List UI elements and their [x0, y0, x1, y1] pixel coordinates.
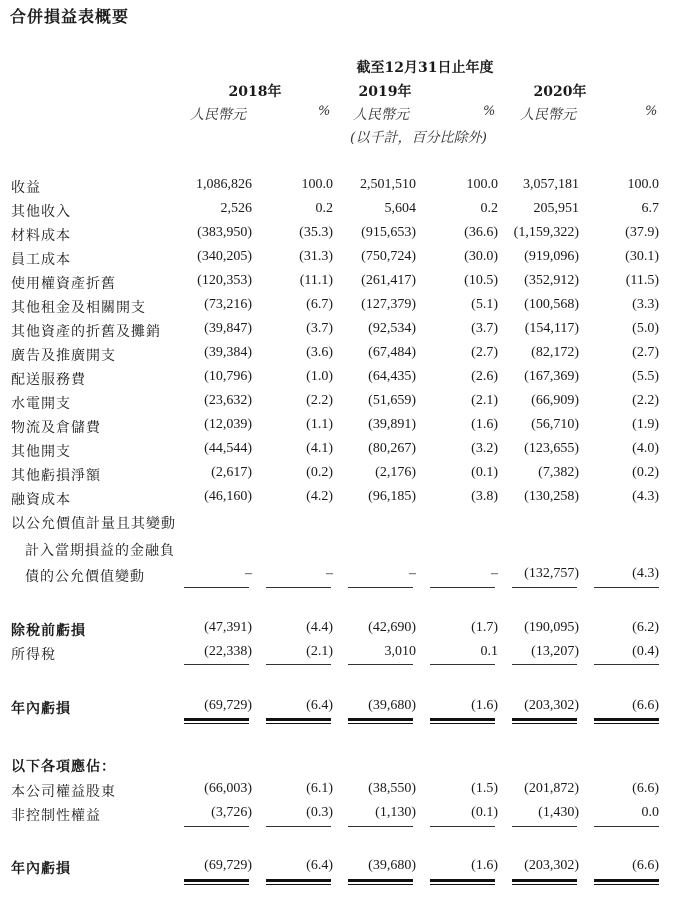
value-2019-pct: (2.6) — [471, 369, 498, 384]
pct-label-2020: % — [645, 104, 658, 119]
value-2018-pct: (35.3) — [299, 225, 333, 240]
value-2019-amount: (96,185) — [368, 489, 416, 504]
pct-label-2018: % — [318, 104, 331, 119]
value-2018-amount: (69,729) — [204, 698, 252, 713]
value-2018-amount: – — [245, 566, 252, 581]
value-2019-pct: (1.6) — [471, 858, 498, 873]
value-2020-pct: (4.0) — [632, 441, 659, 456]
value-2019-pct: (3.8) — [471, 489, 498, 504]
table-row — [0, 756, 700, 778]
row-label: 所得稅 — [11, 647, 56, 663]
value-2018-amount: (73,216) — [204, 297, 252, 312]
total-double-rule — [184, 718, 249, 724]
value-2020-amount: (1,430) — [538, 805, 579, 820]
row-label: 使用權資產折舊 — [11, 276, 116, 292]
row-label: 除稅前虧損 — [11, 623, 86, 639]
value-2018-pct: (4.1) — [306, 441, 333, 456]
subtotal-rule — [266, 664, 331, 665]
value-2020-pct: (6.6) — [632, 698, 659, 713]
table-row — [0, 441, 700, 463]
value-2020-amount: 3,057,181 — [523, 177, 579, 192]
value-2019-amount: (64,435) — [368, 369, 416, 384]
value-2019-amount: (39,680) — [368, 858, 416, 873]
value-2020-amount: (154,117) — [524, 321, 579, 336]
value-2020-pct: (4.3) — [632, 566, 659, 581]
value-2018-pct: (6.7) — [306, 297, 333, 312]
row-label: 員工成本 — [11, 252, 71, 268]
row-label: 水電開支 — [11, 396, 71, 412]
value-2020-amount: (130,258) — [524, 489, 579, 504]
pct-label-2019: % — [483, 104, 496, 119]
value-2019-pct: (3.7) — [471, 321, 498, 336]
value-2020-pct: (30.1) — [625, 249, 659, 264]
value-2019-amount: (80,267) — [368, 441, 416, 456]
value-2018-amount: (340,205) — [197, 249, 252, 264]
value-2019-amount: (39,680) — [368, 698, 416, 713]
value-2018-pct: 0.2 — [315, 201, 333, 216]
value-2020-amount: (352,912) — [524, 273, 579, 288]
subtotal-rule — [266, 826, 331, 827]
subtotal-rule — [594, 587, 659, 588]
value-2020-pct: (37.9) — [625, 225, 659, 240]
row-label: 計入當期損益的金融負 — [25, 543, 175, 559]
value-2020-pct: (5.0) — [632, 321, 659, 336]
total-double-rule — [512, 718, 577, 724]
value-2019-pct: (2.1) — [471, 393, 498, 408]
subtotal-rule — [594, 826, 659, 827]
unit-note: (以千計，百分比除外) — [350, 130, 487, 146]
total-double-rule — [430, 718, 495, 724]
subtotal-rule — [348, 587, 413, 588]
table-row — [0, 177, 700, 199]
value-2019-pct: 0.1 — [480, 644, 498, 659]
row-label: 年內虧損 — [11, 861, 71, 877]
table-row — [0, 273, 700, 295]
subtotal-rule — [348, 826, 413, 827]
total-double-rule — [594, 718, 659, 724]
value-2020-amount: (66,909) — [531, 393, 579, 408]
value-2020-pct: 6.7 — [641, 201, 659, 216]
total-double-rule — [348, 718, 413, 724]
value-2018-pct: (4.4) — [306, 620, 333, 635]
value-2018-amount: 1,086,826 — [196, 177, 252, 192]
value-2018-pct: (6.4) — [306, 698, 333, 713]
subtotal-rule — [512, 664, 577, 665]
year-header-2018: 2018年 — [228, 84, 282, 100]
row-label: 其他資產的折舊及攤銷 — [11, 324, 161, 340]
row-label: 本公司權益股東 — [11, 784, 116, 800]
value-2019-amount: (51,659) — [368, 393, 416, 408]
total-double-rule — [266, 718, 331, 724]
value-2020-amount: (82,172) — [531, 345, 579, 360]
value-2018-amount: (66,003) — [204, 781, 252, 796]
unit-label-2020: 人民幣元 — [520, 107, 576, 123]
value-2018-pct: (6.4) — [306, 858, 333, 873]
table-row — [0, 393, 700, 415]
table-row — [0, 201, 700, 223]
value-2019-amount: – — [409, 566, 416, 581]
value-2018-pct: (31.3) — [299, 249, 333, 264]
value-2018-pct: (4.2) — [306, 489, 333, 504]
value-2018-pct: (3.7) — [306, 321, 333, 336]
table-row — [0, 805, 700, 827]
value-2018-amount: (3,726) — [211, 805, 252, 820]
value-2019-amount: 2,501,510 — [360, 177, 416, 192]
value-2018-pct: (1.1) — [306, 417, 333, 432]
value-2018-amount: (12,039) — [204, 417, 252, 432]
table-row — [0, 540, 700, 562]
value-2018-pct: (6.1) — [306, 781, 333, 796]
value-2019-pct: (2.7) — [471, 345, 498, 360]
value-2019-amount: (92,534) — [368, 321, 416, 336]
subtotal-rule — [184, 664, 249, 665]
value-2020-pct: (0.4) — [632, 644, 659, 659]
total-double-rule — [594, 879, 659, 885]
value-2019-amount: (2,176) — [375, 465, 416, 480]
value-2019-pct: (10.5) — [464, 273, 498, 288]
total-double-rule — [512, 879, 577, 885]
value-2020-pct: (6.2) — [632, 620, 659, 635]
value-2018-pct: (3.6) — [306, 345, 333, 360]
subtotal-rule — [184, 587, 249, 588]
table-row — [0, 698, 700, 720]
value-2018-pct: (0.3) — [306, 805, 333, 820]
value-2020-pct: 100.0 — [627, 177, 659, 192]
subtotal-rule — [266, 587, 331, 588]
subtotal-rule — [430, 587, 495, 588]
row-label: 配送服務費 — [11, 372, 86, 388]
row-label: 其他虧損淨額 — [11, 468, 101, 484]
table-row — [0, 620, 700, 642]
value-2020-amount: (1,159,322) — [513, 225, 579, 240]
value-2018-pct: (11.1) — [299, 273, 333, 288]
value-2019-pct: (1.6) — [471, 417, 498, 432]
value-2019-amount: 5,604 — [384, 201, 416, 216]
value-2020-pct: (2.7) — [632, 345, 659, 360]
value-2019-pct: – — [491, 566, 498, 581]
value-2018-amount: (2,617) — [211, 465, 252, 480]
table-row — [0, 225, 700, 247]
table-row — [0, 513, 700, 535]
value-2018-amount: (383,950) — [197, 225, 252, 240]
value-2019-amount: 3,010 — [384, 644, 416, 659]
table-row — [0, 644, 700, 666]
row-label: 材料成本 — [11, 228, 71, 244]
row-label: 其他收入 — [11, 204, 71, 220]
value-2020-amount: (132,757) — [524, 566, 579, 581]
value-2020-amount: (13,207) — [531, 644, 579, 659]
row-label: 廣告及推廣開支 — [11, 348, 116, 364]
subtotal-rule — [430, 664, 495, 665]
value-2020-amount: (203,302) — [524, 858, 579, 873]
row-label: 以下各項應佔： — [11, 759, 116, 775]
value-2018-pct: (2.2) — [306, 393, 333, 408]
value-2019-amount: (39,891) — [368, 417, 416, 432]
value-2019-amount: (67,484) — [368, 345, 416, 360]
value-2018-amount: (120,353) — [197, 273, 252, 288]
table-row — [0, 249, 700, 271]
table-row — [0, 858, 700, 880]
value-2020-amount: (190,095) — [524, 620, 579, 635]
value-2019-pct: (30.0) — [464, 249, 498, 264]
row-label: 其他租金及相關開支 — [11, 300, 146, 316]
value-2018-amount: (39,847) — [204, 321, 252, 336]
value-2020-pct: (2.2) — [632, 393, 659, 408]
value-2020-amount: (919,096) — [524, 249, 579, 264]
value-2018-pct: 100.0 — [301, 177, 333, 192]
subtotal-rule — [594, 664, 659, 665]
subtotal-rule — [512, 826, 577, 827]
table-row — [0, 489, 700, 511]
value-2020-pct: (5.5) — [632, 369, 659, 384]
subtotal-rule — [430, 826, 495, 827]
value-2018-amount: (69,729) — [204, 858, 252, 873]
value-2018-amount: (10,796) — [204, 369, 252, 384]
subtotal-rule — [184, 826, 249, 827]
subtotal-rule — [512, 587, 577, 588]
value-2020-pct: (6.6) — [632, 858, 659, 873]
unit-label-2018: 人民幣元 — [190, 107, 246, 123]
value-2020-amount: (123,655) — [524, 441, 579, 456]
value-2019-amount: (1,130) — [375, 805, 416, 820]
year-header-2020: 2020年 — [533, 84, 587, 100]
row-label: 其他開支 — [11, 444, 71, 460]
value-2019-amount: (915,653) — [361, 225, 416, 240]
value-2018-amount: (47,391) — [204, 620, 252, 635]
table-row — [0, 297, 700, 319]
value-2020-amount: (203,302) — [524, 698, 579, 713]
value-2018-amount: 2,526 — [220, 201, 252, 216]
value-2018-amount: (39,384) — [204, 345, 252, 360]
total-double-rule — [430, 879, 495, 885]
value-2020-pct: (1.9) — [632, 417, 659, 432]
value-2018-pct: (2.1) — [306, 644, 333, 659]
value-2019-pct: (1.5) — [471, 781, 498, 796]
value-2019-pct: (36.6) — [464, 225, 498, 240]
total-double-rule — [348, 879, 413, 885]
value-2019-amount: (127,379) — [361, 297, 416, 312]
value-2018-pct: (1.0) — [306, 369, 333, 384]
value-2019-pct: (0.1) — [471, 465, 498, 480]
period-header: 截至12月31日止年度 — [356, 60, 494, 76]
value-2019-pct: (5.1) — [471, 297, 498, 312]
value-2020-pct: (0.2) — [632, 465, 659, 480]
table-row — [0, 345, 700, 367]
row-label: 物流及倉儲費 — [11, 420, 101, 436]
value-2019-amount: (38,550) — [368, 781, 416, 796]
value-2019-pct: (0.1) — [471, 805, 498, 820]
value-2018-amount: (23,632) — [204, 393, 252, 408]
value-2019-amount: (42,690) — [368, 620, 416, 635]
table-row — [0, 566, 700, 588]
value-2018-amount: (44,544) — [204, 441, 252, 456]
value-2020-pct: (4.3) — [632, 489, 659, 504]
row-label: 債的公允價值變動 — [25, 569, 145, 585]
table-row — [0, 781, 700, 803]
table-row — [0, 465, 700, 487]
value-2018-amount: (46,160) — [204, 489, 252, 504]
row-label: 以公允價值計量且其變動 — [11, 516, 176, 532]
value-2019-amount: (261,417) — [361, 273, 416, 288]
value-2018-pct: – — [326, 566, 333, 581]
value-2019-pct: 0.2 — [480, 201, 498, 216]
table-row — [0, 417, 700, 439]
row-label: 融資成本 — [11, 492, 71, 508]
value-2019-pct: 100.0 — [466, 177, 498, 192]
value-2020-amount: (7,382) — [538, 465, 579, 480]
value-2018-pct: (0.2) — [306, 465, 333, 480]
subtotal-rule — [348, 664, 413, 665]
value-2019-pct: (3.2) — [471, 441, 498, 456]
unit-label-2019: 人民幣元 — [353, 107, 409, 123]
value-2019-pct: (1.7) — [471, 620, 498, 635]
value-2020-amount: 205,951 — [533, 201, 579, 216]
total-double-rule — [184, 879, 249, 885]
value-2020-pct: (6.6) — [632, 781, 659, 796]
value-2020-amount: (56,710) — [531, 417, 579, 432]
value-2019-pct: (1.6) — [471, 698, 498, 713]
value-2019-amount: (750,724) — [361, 249, 416, 264]
year-header-2019: 2019年 — [358, 84, 412, 100]
page-title: 合併損益表概要 — [10, 7, 130, 26]
row-label: 非控制性權益 — [11, 808, 101, 824]
table-row — [0, 321, 700, 343]
value-2020-pct: (11.5) — [625, 273, 659, 288]
value-2020-amount: (100,568) — [524, 297, 579, 312]
value-2020-pct: (3.3) — [632, 297, 659, 312]
value-2020-amount: (201,872) — [524, 781, 579, 796]
table-row — [0, 369, 700, 391]
value-2020-amount: (167,369) — [524, 369, 579, 384]
row-label: 年內虧損 — [11, 701, 71, 717]
value-2020-pct: 0.0 — [641, 805, 659, 820]
total-double-rule — [266, 879, 331, 885]
value-2018-amount: (22,338) — [204, 644, 252, 659]
row-label: 收益 — [11, 180, 41, 196]
